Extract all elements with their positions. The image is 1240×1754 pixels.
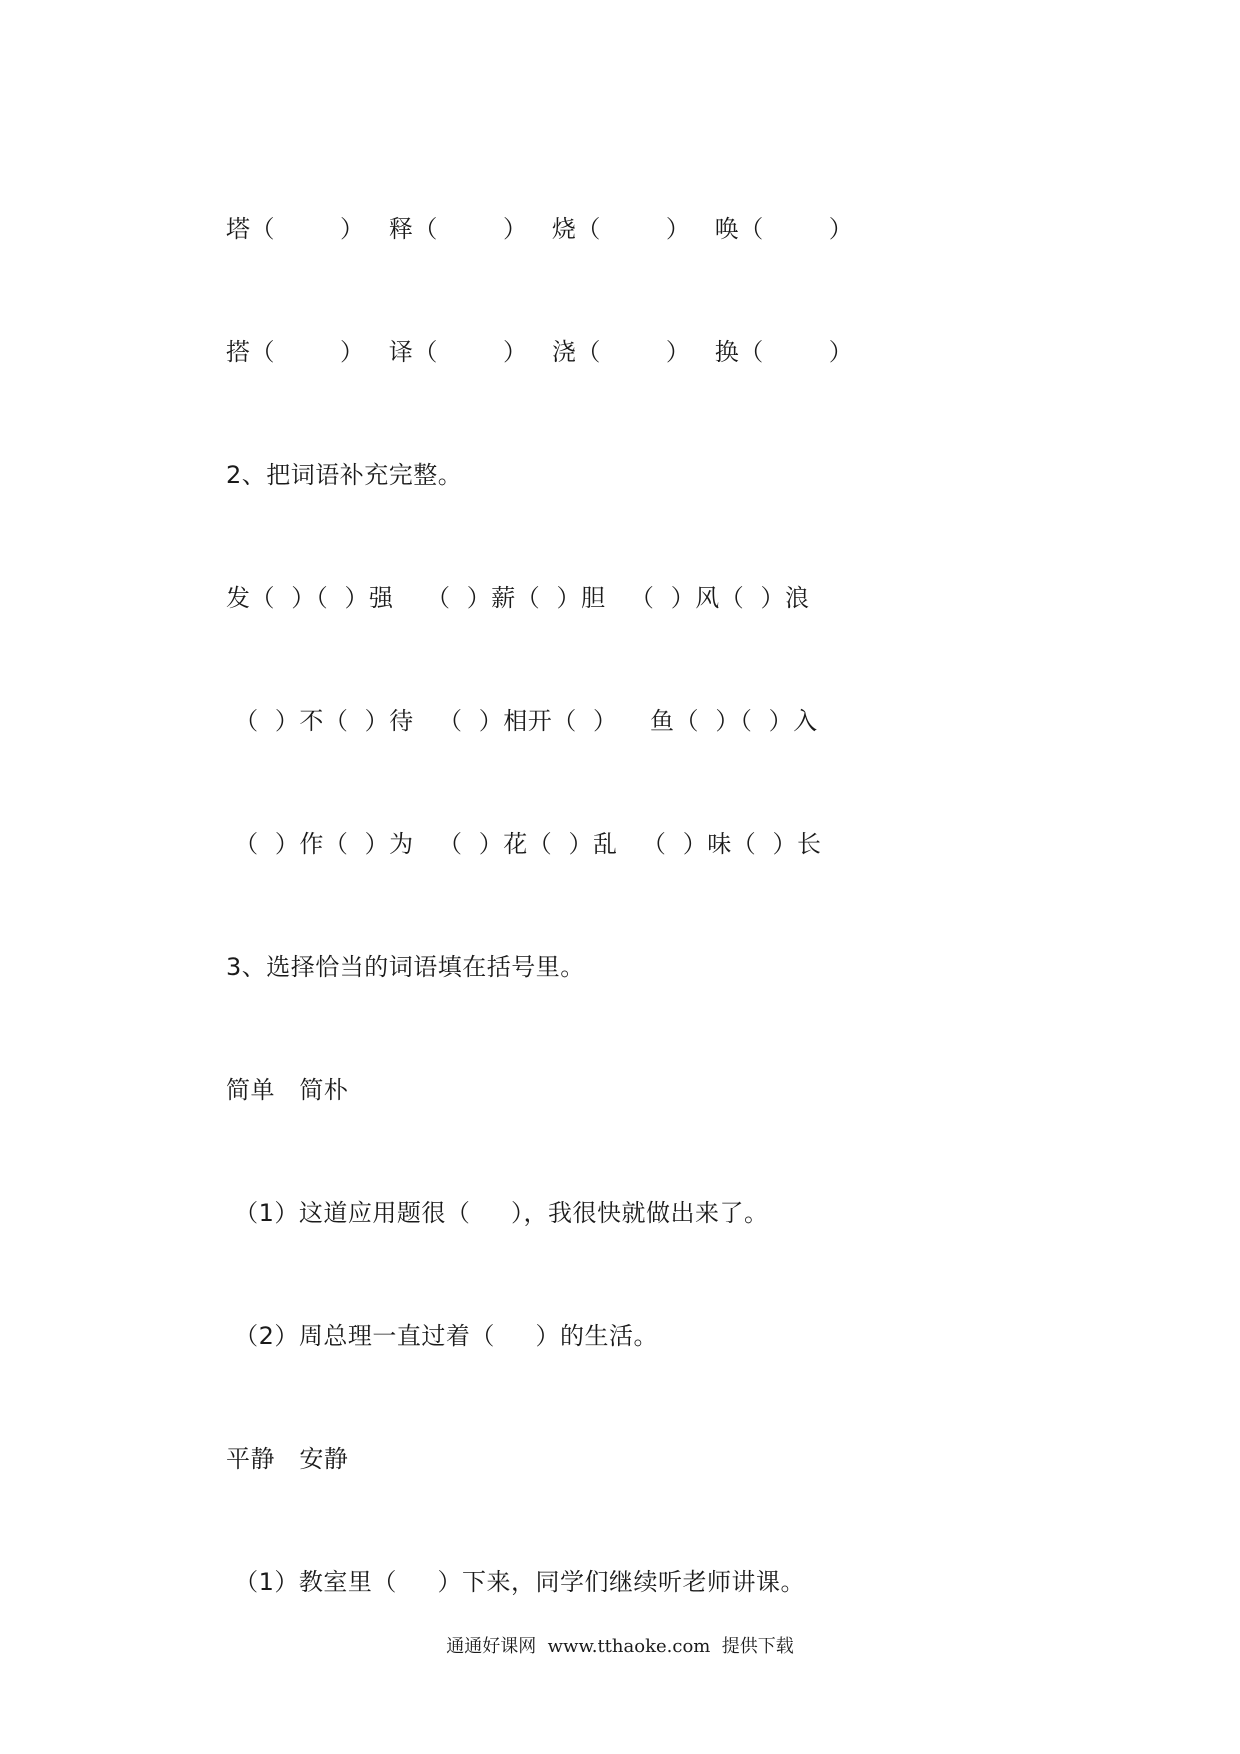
idiom-row-2: （ ）不（ ）待 （ ）相开（ ） 鱼（ ）（ ）入 bbox=[226, 707, 818, 735]
idiom-row-1: 发（ ）（ ）强 （ ）薪（ ）胆 （ ）风（ ）浪 bbox=[226, 584, 810, 612]
section-2-title: 2、把词语补充完整。 bbox=[226, 461, 463, 489]
question-1-1: （1）这道应用题很（ ），我很快就做出来了。 bbox=[226, 1199, 769, 1227]
word-choice-group-2: 平静 安静 bbox=[226, 1445, 349, 1473]
question-2-1: （1）教室里（ ）下来，同学们继续听老师讲课。 bbox=[226, 1568, 806, 1596]
question-1-2: （2）周总理一直过着（ ）的生活。 bbox=[226, 1322, 659, 1350]
section-3-title: 3、选择恰当的词语填在括号里。 bbox=[226, 953, 585, 981]
idiom-row-3: （ ）作（ ）为 （ ）花（ ）乱 （ ）味（ ）长 bbox=[226, 830, 822, 858]
footer-credit: 通通好课网 www.tthaoke.com 提供下载 bbox=[446, 1636, 794, 1657]
char-pair-row-1: 塔（ ） 释（ ） 烧（ ） 唤（ ） bbox=[226, 215, 854, 243]
word-choice-group-1: 简单 简朴 bbox=[226, 1076, 349, 1104]
char-pair-row-2: 搭（ ） 译（ ） 浇（ ） 换（ ） bbox=[226, 338, 854, 366]
